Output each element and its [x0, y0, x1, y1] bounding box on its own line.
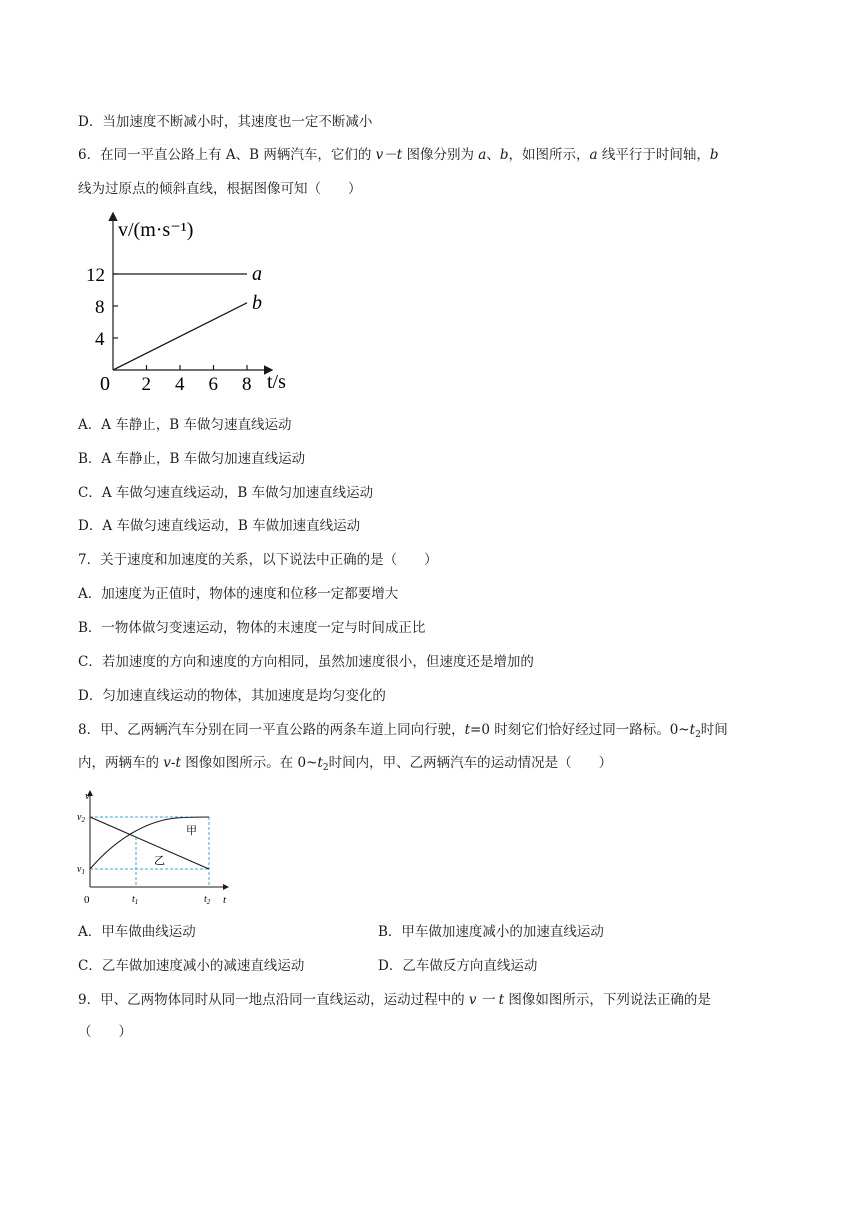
q6-y-axis-label: v/(m·s⁻¹) [118, 219, 194, 241]
q8-origin-label: 0 [84, 894, 90, 906]
q8-vt-chart [76, 785, 236, 909]
q6-series-label-b: b [252, 291, 262, 314]
q6-stem-line2: 线为过原点的倾斜直线，根据图像可知（ ） [78, 181, 362, 197]
q8-tick-t2: $t_2$ [204, 894, 211, 906]
q8-tick-t1: $t_1$ [132, 894, 139, 906]
q6-y-tick-label: 4 [95, 329, 105, 350]
q8-stem-line1: 8．甲、乙两辆汽车分别在同一平直公路的两条车道上同向行驶，t=0 时刻它们恰好经过同一路标。$0\sim t_2$时间 [78, 722, 728, 740]
q6-x-tick-label: 8 [242, 374, 252, 395]
q6-series-label-a: a [252, 263, 262, 285]
q8-series-label-yi: 乙 [154, 855, 165, 867]
q6-series-b [113, 303, 247, 370]
q6-option-a: A．A 车静止，B 车做匀速直线运动 [78, 417, 292, 433]
q9-stem-line2: （ ） [78, 1024, 132, 1040]
q6-x-tick-label: 4 [175, 374, 185, 395]
q6-y-tick-label: 8 [95, 297, 105, 318]
q6-y-tick-label: 12 [86, 265, 105, 286]
q8-series-label-jia: 甲 [186, 825, 197, 837]
q6-option-b: B．A 车静止，B 车做匀加速直线运动 [78, 451, 306, 467]
q8-x-axis-label: t [223, 894, 227, 906]
q6-vt-chart [86, 204, 306, 400]
q8-tick-v2: $v_2$ [77, 812, 85, 824]
q8-option-d: D．乙车做反方向直线运动 [378, 958, 538, 974]
q6-x-axis-label: t/s [267, 371, 286, 393]
q7-option-b: B．一物体做匀变速运动，物体的末速度一定与时间成正比 [78, 620, 426, 636]
q8-y-axis-label: v [85, 790, 90, 802]
q8-tick-v1: $v_1$ [77, 864, 85, 876]
q9-stem-line1: 9．甲、乙两物体同时从同一地点沿同一直线运动，运动过程中的 v 一 t 图像如图所示，下列说法正确的是 [78, 992, 711, 1008]
q7-option-a: A．加速度为正值时，物体的速度和位移一定都要增大 [78, 586, 399, 602]
q7-option-d: D．匀加速直线运动的物体，其加速度是均匀变化的 [78, 688, 386, 704]
q8-option-a: A．甲车做曲线运动 [78, 924, 196, 940]
q5-option-d: D．当加速度不断减小时，其速度也一定不断减小 [78, 114, 373, 130]
q7-option-c: C．若加速度的方向和速度的方向相同，虽然加速度很小，但速度还是增加的 [78, 654, 534, 670]
q8-option-c: C．乙车做加速度减小的减速直线运动 [78, 958, 305, 974]
q6-x-tick-label: 2 [141, 374, 151, 395]
q8-option-b: B．甲车做加速度减小的加速直线运动 [378, 924, 604, 940]
q6-stem-line1: 6．在同一平直公路上有 A、B 两辆汽车，它们的 v－t 图像分别为 a、b，如图所示，a 线平行于时间轴，b [78, 147, 719, 163]
q6-option-c: C．A 车做匀速直线运动，B 车做匀加速直线运动 [78, 485, 374, 501]
q7-stem: 7．关于速度和加速度的关系，以下说法中正确的是（ ） [78, 552, 438, 568]
q8-stem-line2: 内，两辆车的 v-t 图像如图所示。在 $0\sim t_2$时间内，甲、乙两辆汽车的运动情况是（ ） [78, 755, 613, 773]
q6-option-d: D．A 车做匀速直线运动，B 车做加速直线运动 [78, 518, 361, 534]
q6-x-tick-label: 6 [208, 374, 218, 395]
q6-origin-label: 0 [100, 373, 110, 395]
